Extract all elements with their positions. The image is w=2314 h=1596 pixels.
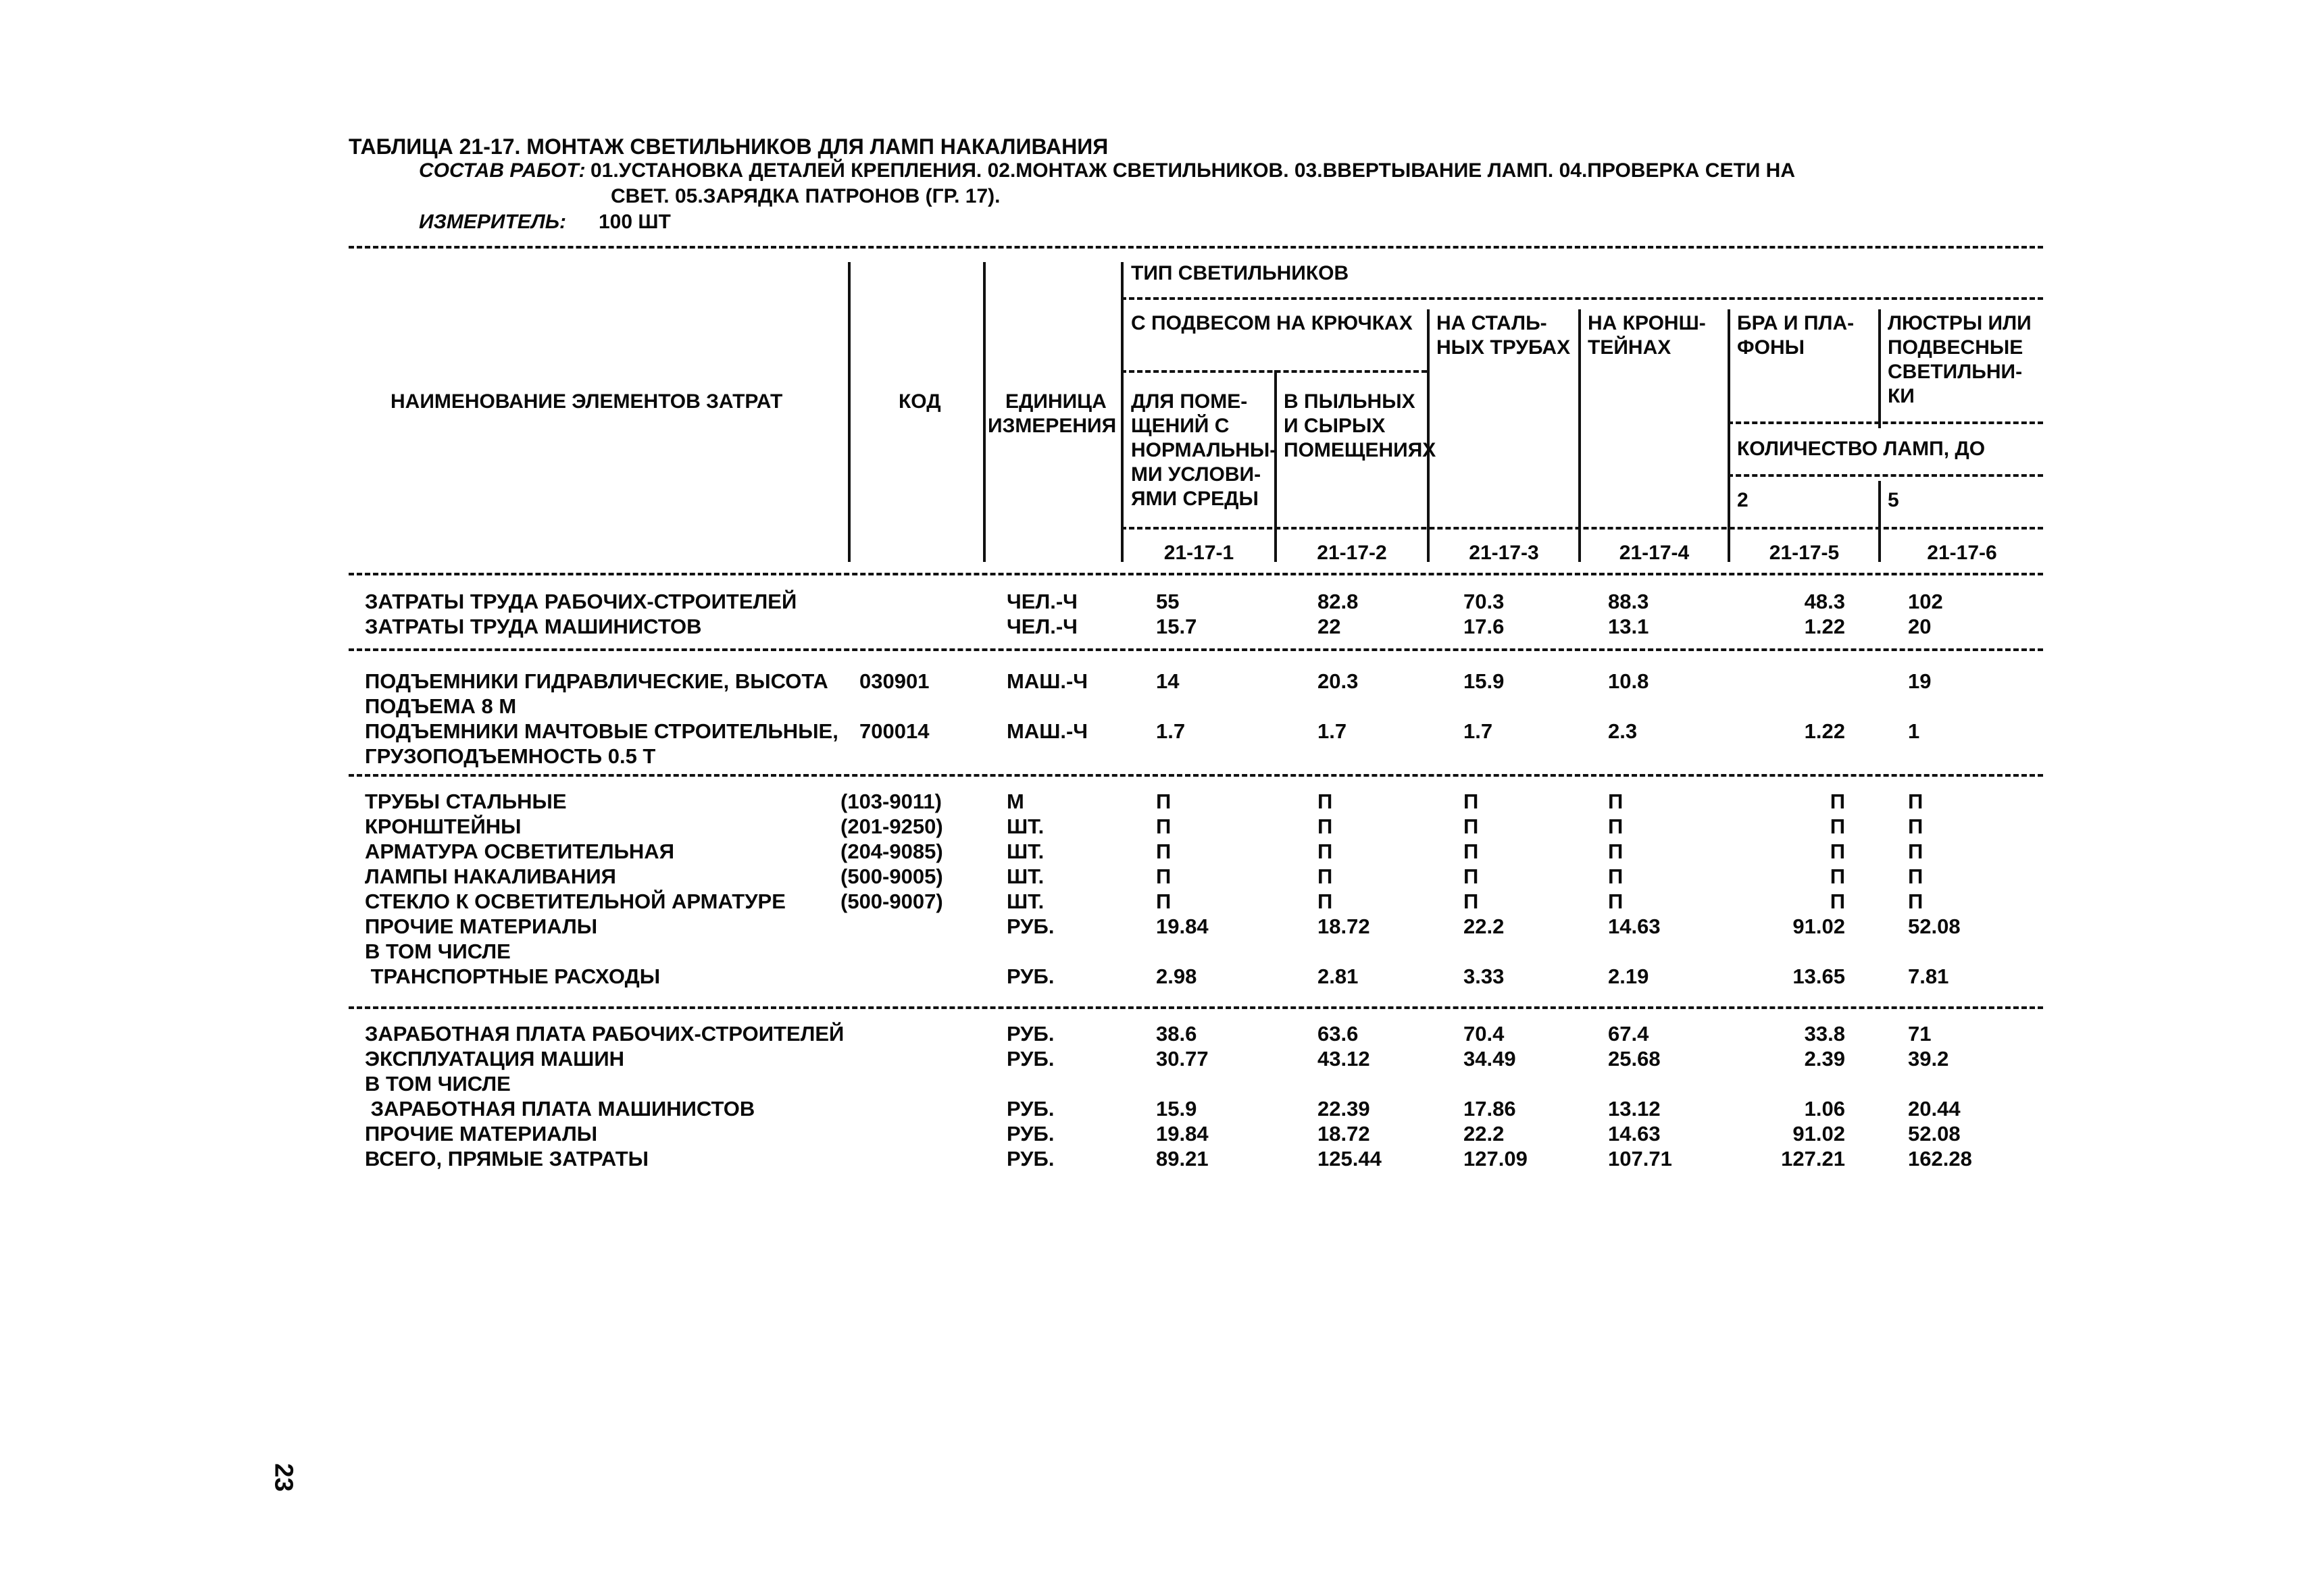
row-unit: ШТ. — [1007, 890, 1045, 913]
row-value-3: 17.6 — [1463, 615, 1505, 638]
col-header-chandelier-1: ЛЮСТРЫ ИЛИ — [1888, 312, 2032, 334]
row-value-5: П — [1830, 815, 1845, 838]
row-value-2: 22.39 — [1317, 1097, 1370, 1121]
col-header-chandelier-3: СВЕТИЛЬНИ- — [1888, 361, 2023, 383]
row-value-2: П — [1317, 865, 1333, 888]
row-value-6: 7.81 — [1908, 964, 1949, 988]
row-value-1: 14 — [1156, 669, 1180, 693]
meter-value: 100 ШТ — [599, 211, 671, 233]
row-value-5: 48.3 — [1804, 590, 1845, 613]
col-header-chandelier-2: ПОДВЕСНЫЕ — [1888, 336, 2023, 359]
section-rule — [349, 774, 2043, 777]
col-header-hook-normal-3: НОРМАЛЬНЫ- — [1131, 439, 1277, 461]
col-header-hook-dusty-2: И СЫРЫХ — [1284, 415, 1386, 437]
row-name: ТРАНСПОРТНЫЕ РАСХОДЫ — [365, 964, 661, 988]
row-value-3: 22.2 — [1463, 1122, 1505, 1145]
row-unit: РУБ. — [1007, 1147, 1055, 1170]
col-header-bracket-1: НА КРОНШ- — [1588, 312, 1706, 334]
header-divider — [1878, 309, 1881, 428]
row-value-1: П — [1156, 865, 1172, 888]
row-value-6: П — [1908, 790, 1923, 813]
header-divider — [1427, 309, 1430, 538]
row-value-6: 19 — [1908, 669, 1932, 693]
col-header-lamp-5: 5 — [1888, 489, 1899, 511]
col-header-hook-normal-4: МИ УСЛОВИ- — [1131, 463, 1261, 486]
row-name: АРМАТУРА ОСВЕТИТЕЛЬНАЯ — [365, 840, 674, 863]
row-value-2: П — [1317, 815, 1333, 838]
row-value-6: 102 — [1908, 590, 1943, 613]
row-value-6: 162.28 — [1908, 1147, 1972, 1170]
row-value-5: 91.02 — [1792, 1122, 1845, 1145]
row-value-4: П — [1608, 865, 1624, 888]
row-code: (103-9011) — [840, 790, 942, 813]
row-code: (201-9250) — [840, 815, 943, 838]
row-unit: ШТ. — [1007, 865, 1045, 888]
row-name: КРОНШТЕЙНЫ — [365, 815, 522, 838]
work-composition-label: СОСТАВ РАБОТ: — [419, 159, 586, 182]
row-value-1: 15.7 — [1156, 615, 1197, 638]
header-rule — [1121, 370, 1427, 373]
row-unit: ШТ. — [1007, 815, 1045, 838]
row-value-4: 14.63 — [1608, 1122, 1661, 1145]
row-value-2: 1.7 — [1317, 719, 1347, 743]
row-value-5: 2.39 — [1804, 1047, 1845, 1071]
col-header-steel-2: НЫХ ТРУБАХ — [1436, 336, 1571, 359]
row-value-6: П — [1908, 865, 1923, 888]
row-value-6: П — [1908, 815, 1923, 838]
row-value-2: 125.44 — [1317, 1147, 1382, 1170]
row-value-4: 13.12 — [1608, 1097, 1661, 1121]
col-code-5: 21-17-5 — [1769, 542, 1840, 564]
header-bottom-rule — [349, 573, 2043, 575]
row-value-2: 63.6 — [1317, 1022, 1359, 1046]
row-name: ГРУЗОПОДЪЕМНОСТЬ 0.5 Т — [365, 744, 656, 768]
row-value-1: 1.7 — [1156, 719, 1186, 743]
col-header-hook-dusty-3: ПОМЕЩЕНИЯХ — [1284, 439, 1436, 461]
row-value-4: 2.3 — [1608, 719, 1638, 743]
row-code: 030901 — [859, 669, 930, 693]
section-rule — [349, 1006, 2043, 1009]
row-value-2: 43.12 — [1317, 1047, 1370, 1071]
row-name: В ТОМ ЧИСЛЕ — [365, 1072, 511, 1096]
col-header-unit-2: ИЗМЕРЕНИЯ — [988, 415, 1117, 437]
row-name: ЗАТРАТЫ ТРУДА РАБОЧИХ-СТРОИТЕЛЕЙ — [365, 590, 797, 613]
row-value-5: 1.06 — [1804, 1097, 1845, 1121]
row-value-5: П — [1830, 840, 1845, 863]
row-unit: ЧЕЛ.-Ч — [1007, 590, 1078, 613]
row-value-3: 70.3 — [1463, 590, 1505, 613]
row-value-1: П — [1156, 840, 1172, 863]
col-header-hook-normal-1: ДЛЯ ПОМЕ- — [1131, 390, 1248, 413]
col-header-hook-dusty-1: В ПЫЛЬНЫХ — [1284, 390, 1415, 413]
row-value-1: 55 — [1156, 590, 1180, 613]
row-value-3: П — [1463, 815, 1479, 838]
work-composition-line2: СВЕТ. 05.ЗАРЯДКА ПАТРОНОВ (ГР. 17). — [611, 185, 1001, 207]
col-header-hook-group: С ПОДВЕСОМ НА КРЮЧКАХ — [1131, 312, 1413, 334]
header-divider — [983, 262, 986, 562]
row-value-5: 33.8 — [1804, 1022, 1845, 1046]
col-header-name: НАИМЕНОВАНИЕ ЭЛЕМЕНТОВ ЗАТРАТ — [391, 390, 783, 413]
row-value-1: П — [1156, 790, 1172, 813]
header-divider — [848, 262, 851, 562]
col-code-1: 21-17-1 — [1163, 542, 1234, 564]
row-value-3: 70.4 — [1463, 1022, 1505, 1046]
row-unit: РУБ. — [1007, 1097, 1055, 1121]
row-value-3: 127.09 — [1463, 1147, 1528, 1170]
row-name: ПОДЪЕМА 8 М — [365, 694, 517, 718]
col-header-hook-normal-5: ЯМИ СРЕДЫ — [1131, 488, 1259, 510]
row-unit: МАШ.-Ч — [1007, 719, 1088, 743]
row-name: ЭКСПЛУАТАЦИЯ МАШИН — [365, 1047, 625, 1071]
row-value-5: П — [1830, 890, 1845, 913]
row-value-3: 34.49 — [1463, 1047, 1516, 1071]
row-value-4: 10.8 — [1608, 669, 1649, 693]
meter-label: ИЗМЕРИТЕЛЬ: — [419, 211, 566, 233]
row-value-2: 18.72 — [1317, 1122, 1370, 1145]
row-value-4: П — [1608, 890, 1624, 913]
row-unit: М — [1007, 790, 1024, 813]
row-name: ПОДЪЕМНИКИ ГИДРАВЛИЧЕСКИЕ, ВЫСОТА — [365, 669, 828, 693]
row-value-1: 30.77 — [1156, 1047, 1209, 1071]
row-value-2: 2.81 — [1317, 964, 1359, 988]
row-value-2: П — [1317, 890, 1333, 913]
header-divider — [1121, 262, 1124, 562]
row-unit: РУБ. — [1007, 1047, 1055, 1071]
row-unit: МАШ.-Ч — [1007, 669, 1088, 693]
row-value-2: П — [1317, 790, 1333, 813]
row-value-5: П — [1830, 790, 1845, 813]
row-name: ЗАТРАТЫ ТРУДА МАШИНИСТОВ — [365, 615, 702, 638]
row-value-1: П — [1156, 890, 1172, 913]
row-value-5: 91.02 — [1792, 915, 1845, 938]
row-name: ВСЕГО, ПРЯМЫЕ ЗАТРАТЫ — [365, 1147, 649, 1170]
row-unit: РУБ. — [1007, 1122, 1055, 1145]
row-unit: РУБ. — [1007, 964, 1055, 988]
row-unit: РУБ. — [1007, 915, 1055, 938]
col-header-steel-1: НА СТАЛЬ- — [1436, 312, 1547, 334]
row-name: ЗАРАБОТНАЯ ПЛАТА МАШИНИСТОВ — [365, 1097, 755, 1121]
section-rule — [349, 648, 2043, 651]
row-value-1: 2.98 — [1156, 964, 1197, 988]
header-divider — [1578, 309, 1581, 538]
row-value-4: 67.4 — [1608, 1022, 1649, 1046]
row-name: ТРУБЫ СТАЛЬНЫЕ — [365, 790, 567, 813]
header-rule — [1728, 474, 2043, 477]
col-header-code: КОД — [899, 390, 941, 413]
row-value-2: 82.8 — [1317, 590, 1359, 613]
row-name: ПРОЧИЕ МАТЕРИАЛЫ — [365, 915, 598, 938]
col-code-6: 21-17-6 — [1927, 542, 1997, 564]
row-unit: РУБ. — [1007, 1022, 1055, 1046]
work-composition-line1: 01.УСТАНОВКА ДЕТАЛЕЙ КРЕПЛЕНИЯ. 02.МОНТАЖ СВЕТИЛЬНИКОВ. 03.ВВЕРТЫВАНИЕ ЛАМП. 04.ПРОВЕРКА СЕТИ НА — [590, 159, 1796, 182]
row-name: СТЕКЛО К ОСВЕТИТЕЛЬНОЙ АРМАТУРЕ — [365, 890, 786, 913]
row-value-3: 15.9 — [1463, 669, 1505, 693]
row-name: ПОДЪЕМНИКИ МАЧТОВЫЕ СТРОИТЕЛЬНЫЕ, — [365, 719, 838, 743]
row-value-3: П — [1463, 865, 1479, 888]
row-value-3: 17.86 — [1463, 1097, 1516, 1121]
col-code-2: 21-17-2 — [1317, 542, 1387, 564]
row-code: (500-9005) — [840, 865, 943, 888]
row-name: ПРОЧИЕ МАТЕРИАЛЫ — [365, 1122, 598, 1145]
row-value-3: 3.33 — [1463, 964, 1505, 988]
row-value-3: П — [1463, 840, 1479, 863]
row-value-4: П — [1608, 840, 1624, 863]
row-value-1: 19.84 — [1156, 915, 1209, 938]
col-code-4: 21-17-4 — [1619, 542, 1690, 564]
row-name: В ТОМ ЧИСЛЕ — [365, 939, 511, 963]
row-value-5: 1.22 — [1804, 615, 1845, 638]
row-value-4: 88.3 — [1608, 590, 1649, 613]
col-header-hook-normal-2: ЩЕНИЙ С — [1131, 415, 1230, 437]
row-value-4: 14.63 — [1608, 915, 1661, 938]
row-value-4: 13.1 — [1608, 615, 1649, 638]
row-value-4: 2.19 — [1608, 964, 1649, 988]
col-header-bracket-2: ТЕЙНАХ — [1588, 336, 1671, 359]
row-value-4: П — [1608, 815, 1624, 838]
row-value-6: 20.44 — [1908, 1097, 1961, 1121]
row-value-6: 1 — [1908, 719, 1920, 743]
header-rule — [1121, 527, 2043, 530]
row-value-1: 15.9 — [1156, 1097, 1197, 1121]
col-header-lamp-2: 2 — [1737, 489, 1749, 511]
row-value-2: 20.3 — [1317, 669, 1359, 693]
row-name: ЛАМПЫ НАКАЛИВАНИЯ — [365, 865, 616, 888]
col-header-sconce-1: БРА И ПЛА- — [1737, 312, 1855, 334]
row-code: (500-9007) — [840, 890, 943, 913]
row-value-5: 1.22 — [1804, 719, 1845, 743]
col-header-unit-1: ЕДИНИЦА — [1005, 390, 1107, 413]
row-value-2: 22 — [1317, 615, 1341, 638]
row-value-5: 127.21 — [1781, 1147, 1845, 1170]
row-value-1: П — [1156, 815, 1172, 838]
row-value-6: 71 — [1908, 1022, 1932, 1046]
row-unit: ЧЕЛ.-Ч — [1007, 615, 1078, 638]
col-header-lamp-count: КОЛИЧЕСТВО ЛАМП, ДО — [1737, 438, 1986, 460]
row-value-3: 1.7 — [1463, 719, 1493, 743]
header-rule — [1728, 421, 2043, 424]
col-code-3: 21-17-3 — [1469, 542, 1539, 564]
row-value-5: П — [1830, 865, 1845, 888]
row-code: (204-9085) — [840, 840, 943, 863]
row-value-6: П — [1908, 840, 1923, 863]
page-number: 23 — [269, 1463, 298, 1492]
header-rule — [1121, 297, 2043, 300]
row-value-1: 19.84 — [1156, 1122, 1209, 1145]
col-header-type: ТИП СВЕТИЛЬНИКОВ — [1131, 262, 1349, 284]
row-value-4: П — [1608, 790, 1624, 813]
row-value-5: 13.65 — [1792, 964, 1845, 988]
row-value-3: 22.2 — [1463, 915, 1505, 938]
row-value-3: П — [1463, 790, 1479, 813]
row-value-6: 20 — [1908, 615, 1932, 638]
table-title: ТАБЛИЦА 21-17. МОНТАЖ СВЕТИЛЬНИКОВ ДЛЯ ЛАМП НАКАЛИВАНИЯ — [349, 134, 1109, 159]
row-value-6: 39.2 — [1908, 1047, 1949, 1071]
row-code: 700014 — [859, 719, 930, 743]
row-value-6: П — [1908, 890, 1923, 913]
row-value-3: П — [1463, 890, 1479, 913]
col-header-sconce-2: ФОНЫ — [1737, 336, 1805, 359]
header-top-rule — [349, 246, 2043, 249]
row-value-1: 89.21 — [1156, 1147, 1209, 1170]
row-value-6: 52.08 — [1908, 1122, 1961, 1145]
row-value-2: П — [1317, 840, 1333, 863]
row-name: ЗАРАБОТНАЯ ПЛАТА РАБОЧИХ-СТРОИТЕЛЕЙ — [365, 1022, 845, 1046]
row-value-6: 52.08 — [1908, 915, 1961, 938]
row-unit: ШТ. — [1007, 840, 1045, 863]
row-value-1: 38.6 — [1156, 1022, 1197, 1046]
row-value-4: 25.68 — [1608, 1047, 1661, 1071]
row-value-2: 18.72 — [1317, 915, 1370, 938]
row-value-4: 107.71 — [1608, 1147, 1672, 1170]
col-header-chandelier-4: КИ — [1888, 385, 1915, 407]
